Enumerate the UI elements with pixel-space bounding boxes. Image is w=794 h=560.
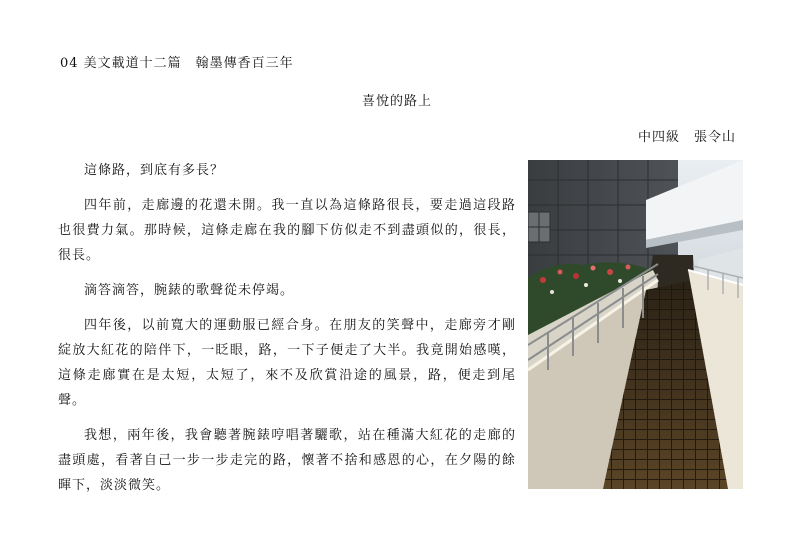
essay-body xyxy=(58,158,516,508)
paragraph: 這條路，到底有多長？ xyxy=(84,163,225,178)
walkway-photo xyxy=(528,160,743,489)
paragraph: 我想，兩年後，我會聽著腕錶哼唱著驪歌，站在種滿大紅花的走廊的盡頭處，看著自己一步一步走完的路，懷著不捨和感恩的心，在夕陽的餘暉下，淡淡微笑。 xyxy=(58,428,516,493)
essay-title: 喜悅的路上 xyxy=(361,94,432,109)
walkway-illustration xyxy=(528,160,743,489)
collection-header: 04 美文載道十二篇 翰墨傳香百三年 xyxy=(60,56,294,71)
paragraph: 滴答滴答，腕錶的歌聲從未停竭。 xyxy=(84,283,295,298)
author-line: 中四級 張令山 xyxy=(637,130,736,145)
paragraph: 四年前，走廊邊的花還未開。我一直以為這條路很長，要走過這段路也很費力氣。那時候，這條走廊在我的腳下仿似走不到盡頭似的，很長，很長。 xyxy=(58,198,516,263)
paragraph: 四年後，以前寬大的運動服已經合身。在朋友的笑聲中，走廊旁才剛綻放大紅花的陪伴下，一眨眼，路，一下子便走了大半。我竟開始感嘆，這條走廊實在是太短，太短了，來不及欣賞沿途的風景，路，便走到尾聲。 xyxy=(58,318,516,408)
